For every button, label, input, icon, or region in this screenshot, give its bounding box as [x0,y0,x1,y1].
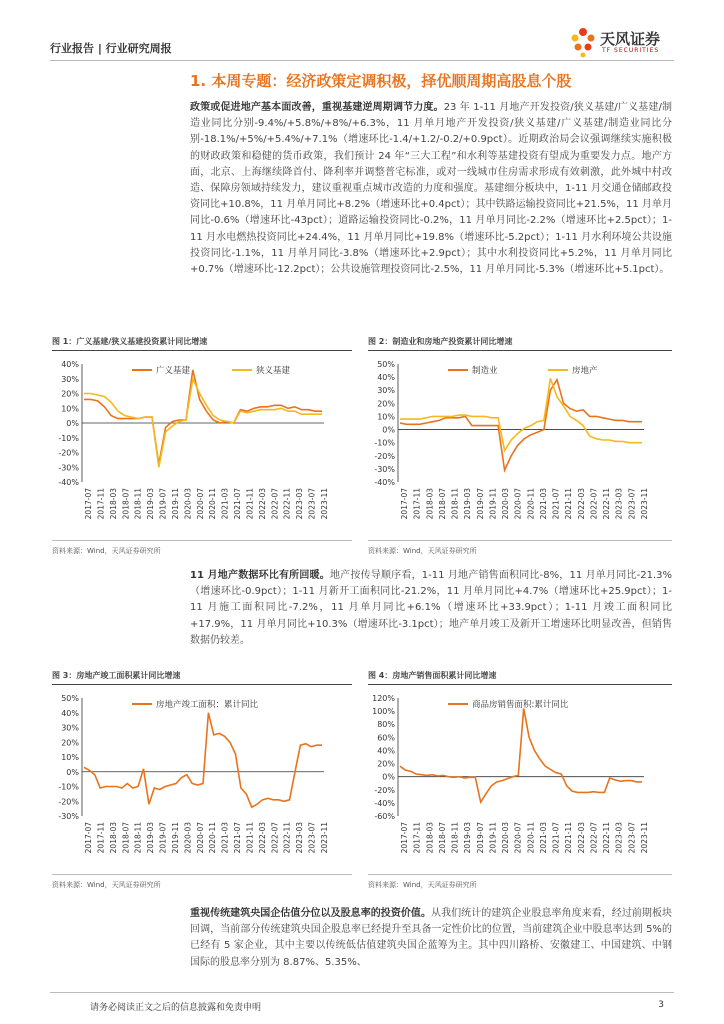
y-tick-label: -10% [374,438,395,448]
figure-3-rule-bottom [52,874,352,875]
x-tick-label: 2019-03 [146,822,156,854]
x-tick-label: 2018-03 [108,822,118,854]
y-tick-label: 30% [61,374,79,384]
header-divider [50,60,674,61]
y-tick-label: 20% [377,399,395,409]
x-tick-label: 2021-07 [233,822,243,854]
y-tick-label: -40% [374,478,395,487]
y-tick-label: -60% [374,812,395,821]
y-tick-label: 50% [61,694,79,703]
y-tick-label: 0% [66,419,79,428]
x-tick-label: 2022-07 [270,488,280,520]
x-tick-label: 2023-03 [295,488,305,520]
y-tick-label: -40% [58,478,79,487]
x-tick-label: 2019-11 [170,822,180,854]
y-tick-label: 100% [372,707,395,717]
x-tick-label: 2022-03 [257,822,267,854]
x-tick-label: 2023-03 [295,822,305,854]
legend-label: 狭义基建 [256,366,291,376]
x-tick-label: 2017-07 [400,822,409,854]
paragraph-1-body: 23 年 1-11 月地产开发投资/狭义基建/广义基建/制造业同比分别-9.4%/+5.8%/+8%/+6.3%，11 月单月地产开发投资/狭义基建/广义基建/制造业同比分别-18.1%/+5%/+5.4%/+7.1%（增速环比-1.4/+1.2/-0.2/+0.9pct）。近期政治局会议强调继续实施积极的财政政策和稳健的货币政策，我们预计 24 年“三大工程”和水利等基建投资有望成为重要发力点。地产方面，北京、上海继续降首付、降利率并调整普宅标准，或对一线城市住房需求形成有效刺激，此外城中村改造、保障房领域持续发力，建议重视重点城市改造的力度和强度。基建细分板块中，1-11 月交通仓储邮政投资同比+10.8%，11 月单月同比+8.2%（增速环比+0.4pct）；其中铁路运输投资同比+21.5%，11 月单月同比-0.6%（增速环比-43pct）；道路运输投资同比-0.2%，11 月单月同比-2.2%（增速环比+2.5pct）；1-11 月水电燃热投资同比+24.4%，11 月单月同比+19.8%（增速环比-5.2pct）；1-11 月水利环境公共设施投资同比-1.1%，11 月单月同比-3.8%（增速环比+2.9pct）；其中水利投资同比+5.2%，11 月单月同比+0.7%（增速环比-12.2pct）；公共设施管理投资同比-2.5%，11 月单月同比-5.3%（增速环比+5.1pct）。 [190,102,672,276]
paragraph-2-body: 地产按传导顺序看，1-11 月地产销售面积同比-8%，11 月单月同比-21.3%（增速环比-0.9pct）；1-11 月新开工面积同比-21.2%，11 月单月同比+4.7%（增速环比+25.9pct）；1-11 月施工面积同比-7.2%，11 月单月同比+6.1%（增速环比+33.9pct）；1-11 月竣工面积同比+17.9%，11 月单月同比+10.3%（增速环比-3.1pct）；地产单月竣工及新开工增速环比明显改善，但销售数据仍较差。 [190,570,672,646]
x-tick-label: 2018-03 [108,488,118,520]
x-tick-label: 2021-11 [564,488,574,520]
paragraph-2-lead: 11 月地产数据环比有所回暖。 [190,570,330,581]
x-tick-label: 2020-03 [183,488,193,520]
x-tick-label: 2018-11 [450,822,460,854]
paragraph-2 [190,568,672,649]
y-tick-label: 0% [382,425,395,435]
figure-3-rule [52,684,352,685]
section-title: 1. 本周专题：经济政策定调积极，择优顺周期高股息个股 [190,72,572,90]
y-tick-label: -10% [58,782,79,792]
y-tick-label: 50% [377,360,395,369]
page-number: 3 [658,1000,664,1010]
figure-4-title: 图 4：房地产销售面积累计同比增速 [368,671,497,680]
x-tick-label: 2019-07 [158,488,168,520]
x-tick-label: 2018-11 [133,488,143,520]
x-tick-label: 2022-03 [257,488,267,520]
x-tick-label: 2019-07 [475,822,485,854]
x-tick-label: 2022-03 [576,488,586,520]
y-tick-label: 40% [61,360,79,369]
series-line-2 [400,378,642,450]
x-tick-label: 2023-11 [320,822,329,854]
figure-3-source: 资料来源：Wind，天风证券研究所 [52,881,161,889]
paragraph-1 [190,100,672,278]
x-tick-label: 2023-03 [614,488,624,520]
figure-1-title: 图 1：广义基建/狭义基建投资累计同比增速 [52,337,208,346]
x-tick-label: 2023-11 [640,488,649,520]
y-tick-label: -30% [58,812,79,821]
x-tick-label: 2017-07 [84,488,93,520]
x-tick-label: 2017-11 [412,488,422,520]
y-tick-label: 40% [377,746,395,756]
y-tick-label: 60% [377,733,395,743]
x-tick-label: 2018-07 [121,488,131,520]
series-line-1 [400,709,642,803]
logo-sub: TF SECURITIES [602,47,660,54]
x-tick-label: 2018-03 [425,822,435,854]
y-tick-label: -30% [58,463,79,473]
x-tick-label: 2023-07 [307,822,317,854]
x-tick-label: 2020-07 [195,822,205,854]
x-tick-label: 2022-11 [282,488,292,520]
x-tick-label: 2018-03 [425,488,435,520]
y-tick-label: 0% [382,772,395,782]
figure-2-title: 图 2：制造业和房地产投资累计同比增速 [368,337,513,346]
x-tick-label: 2019-11 [488,822,498,854]
x-tick-label: 2020-11 [526,488,536,520]
x-tick-label: 2019-11 [170,488,180,520]
y-tick-label: -20% [58,448,79,458]
series-line-1 [84,713,322,807]
y-tick-label: 20% [61,389,79,399]
logo-name: 天风证券 [600,30,661,48]
x-tick-label: 2020-07 [513,488,523,520]
x-tick-label: 2021-07 [551,488,561,520]
header-report-type: 行业报告 | 行业研究周报 [50,42,172,55]
footer-disclaimer: 请务必阅读正文之后的信息披露和免责申明 [90,1003,262,1013]
paragraph-3-body: 从我们统计的建筑企业股息率角度来看，经过前期板块回调，当前部分传统建筑央国企股息率已经提升至具备一定性价比的位置，当前建筑企业中股息率达到 5%的已经有 5 家企业，其中主要以传统低估值建筑央国企蓝筹为主。其中四川路桥、安徽建工、中国建筑、中钢国际的股息率分别为 8.87%、5.35%、 [190,908,673,968]
y-tick-label: 20% [377,759,395,769]
series-line-1 [84,370,322,464]
x-tick-label: 2023-07 [627,822,637,854]
y-tick-label: 40% [377,373,395,383]
x-tick-label: 2017-11 [412,822,422,854]
x-tick-label: 2021-03 [538,822,548,854]
x-tick-label: 2023-11 [320,488,329,520]
x-tick-label: 2017-11 [96,822,106,854]
x-tick-label: 2018-11 [133,822,143,854]
company-logo [568,26,688,60]
figure-4-source: 资料来源：Wind，天风证券研究所 [368,881,477,889]
x-tick-label: 2023-07 [307,488,317,520]
figure-2-chart [368,356,672,534]
figure-2-source: 资料来源：Wind，天风证券研究所 [368,547,477,555]
x-tick-label: 2019-03 [146,488,156,520]
x-tick-label: 2022-11 [282,822,292,854]
x-tick-label: 2021-11 [245,488,255,520]
x-tick-label: 2021-03 [220,822,230,854]
y-tick-label: 10% [377,412,395,422]
x-tick-label: 2023-03 [614,822,624,854]
y-tick-label: -30% [374,464,395,474]
x-tick-label: 2018-07 [437,488,447,520]
y-tick-label: 10% [61,753,79,762]
paragraph-1-lead: 政策或促进地产基本面改善，重视基建逆周期调节力度。 [190,102,444,113]
footer-divider [50,992,674,993]
y-tick-label: -10% [58,433,79,443]
legend-label: 广义基建 [156,366,191,376]
legend-label: 房地产 [572,366,598,376]
figure-1-rule [52,350,352,351]
x-tick-label: 2020-07 [195,488,205,520]
x-tick-label: 2022-07 [270,822,280,854]
legend-label: 商品房销售面积:累计同比 [472,700,569,710]
x-tick-label: 2022-11 [602,822,612,854]
y-tick-label: -20% [374,785,395,795]
x-tick-label: 2022-03 [576,822,586,854]
figure-1-source: 资料来源：Wind，天风证券研究所 [52,547,161,555]
series-line-1 [400,380,642,471]
y-tick-label: -20% [374,451,395,461]
x-tick-label: 2021-03 [220,488,230,520]
y-tick-label: 10% [61,404,79,414]
x-tick-label: 2020-11 [526,822,536,854]
x-tick-label: 2021-07 [233,488,243,520]
x-tick-label: 2023-07 [627,488,637,520]
figure-1-chart [52,356,352,534]
figure-2-rule-bottom [368,540,672,541]
x-tick-label: 2019-11 [488,488,498,520]
x-tick-label: 2020-03 [183,822,193,854]
x-tick-label: 2021-11 [245,822,255,854]
x-tick-label: 2020-07 [513,822,523,854]
x-tick-label: 2018-07 [437,822,447,854]
x-tick-label: 2019-03 [463,488,473,520]
flower-logo-icon [568,26,598,58]
x-tick-label: 2020-03 [501,488,511,520]
y-tick-label: 0% [66,767,79,777]
y-tick-label: 40% [61,708,79,718]
paragraph-3-lead: 重视传统建筑央国企估值分位以及股息率的投资价值。 [190,908,432,919]
x-tick-label: 2022-07 [589,488,599,520]
paragraph-3 [190,906,672,971]
y-tick-label: -40% [374,798,395,808]
figure-3-title: 图 3：房地产竣工面积累计同比增速 [52,671,181,680]
x-tick-label: 2017-07 [400,488,409,520]
x-tick-label: 2018-07 [121,822,131,854]
x-tick-label: 2019-03 [463,822,473,854]
x-tick-label: 2019-07 [158,822,168,854]
y-tick-label: 120% [372,694,395,703]
x-tick-label: 2022-11 [602,488,612,520]
figure-1-rule-bottom [52,540,352,541]
y-tick-label: 30% [61,723,79,733]
x-tick-label: 2019-07 [475,488,485,520]
y-tick-label: 20% [61,738,79,748]
x-tick-label: 2017-11 [96,488,106,520]
x-tick-label: 2020-11 [208,822,218,854]
legend-label: 制造业 [472,366,498,376]
x-tick-label: 2021-07 [551,822,561,854]
x-tick-label: 2020-03 [501,822,511,854]
figure-4-chart [368,690,672,868]
x-tick-label: 2018-11 [450,488,460,520]
figure-4-rule-bottom [368,874,672,875]
x-tick-label: 2017-07 [84,822,93,854]
figure-4-rule [368,684,672,685]
figure-3-chart [52,690,352,868]
y-tick-label: 30% [377,386,395,396]
y-tick-label: 80% [377,720,395,730]
figure-2-rule [368,350,672,351]
x-tick-label: 2020-11 [208,488,218,520]
x-tick-label: 2022-07 [589,822,599,854]
legend-label: 房地产竣工面积：累计同比 [156,700,259,710]
x-tick-label: 2021-03 [538,488,548,520]
x-tick-label: 2021-11 [564,822,574,854]
y-tick-label: -20% [58,797,79,807]
x-tick-label: 2023-11 [640,822,649,854]
